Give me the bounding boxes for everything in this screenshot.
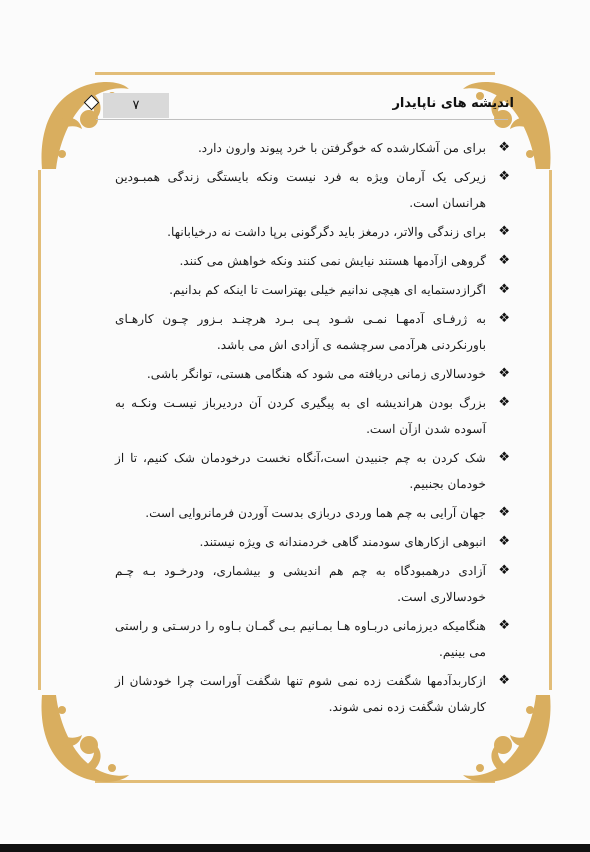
list-item — [115, 529, 510, 555]
frame-top-line — [95, 72, 495, 75]
aphorism-list — [115, 135, 510, 723]
header-divider — [96, 119, 508, 120]
list-item — [115, 135, 510, 161]
page-title: اندیشه های ناپایدار — [392, 96, 514, 111]
diamond-bullet-icon: ❖ — [498, 450, 510, 465]
list-item-text: برای زندگی والاتر، درمغز باید دگرگونی برپا داشت نه درخیابانها. — [167, 225, 486, 239]
list-item — [115, 500, 510, 526]
frame-bottom-line — [95, 780, 495, 783]
list-item-text: به ژرفـای آدمهـا نمـی شـود پـی بـرد هرچنـد بـزور چـون کارهـای باورنکردنی هرآدمی سرچشمه ی آزادی اش می باشد. — [115, 312, 486, 352]
list-item — [115, 445, 510, 497]
list-item-text: آزادی درهمبودگاه به چم هم اندیشی و بیشماری، ودرخـود بـه چـم خودسالاری است. — [115, 564, 486, 604]
frame-left-line — [38, 170, 41, 690]
frame-right-line — [549, 170, 552, 690]
list-item-text: هنگامیکه دیرزمانی دربـاوه هـا بمـانیم بـی گمـان بـاوه را درسـتی و راستی می بینیم. — [115, 619, 486, 659]
list-item — [115, 277, 510, 303]
bottom-bar — [0, 844, 590, 852]
list-item — [115, 613, 510, 665]
diamond-bullet-icon: ❖ — [498, 618, 510, 633]
list-item-text: اگرازدستمایه ای هیچی ندانیم خیلی بهتراست تا اینکه کم بدانیم. — [169, 283, 486, 297]
diamond-bullet-icon: ❖ — [498, 140, 510, 155]
page-number: ۷ — [103, 93, 169, 118]
list-item — [115, 558, 510, 610]
list-item — [115, 306, 510, 358]
diamond-bullet-icon: ❖ — [498, 395, 510, 410]
diamond-bullet-icon: ❖ — [498, 534, 510, 549]
list-item-text: گروهی ازآدمها هستند نیایش نمی کنند ونکه خواهش می کنند. — [179, 254, 486, 268]
diamond-bullet-icon: ❖ — [498, 282, 510, 297]
list-item-text: انبوهی ازکارهای سودمند گاهی خردمندانه ی ویژه نیستند. — [199, 535, 486, 549]
list-item-text: جهان آرایی به چم هما وردی دربازی بدست آوردن فرمانروایی است. — [145, 506, 486, 520]
list-item — [115, 390, 510, 442]
list-item-text: شک کردن به چم جنبیدن است،آنگاه نخست درخودمان شک کنیم، تا از خودمان بجنبیم. — [115, 451, 486, 491]
diamond-bullet-icon: ❖ — [498, 673, 510, 688]
list-item — [115, 248, 510, 274]
diamond-bullet-icon: ❖ — [498, 253, 510, 268]
diamond-bullet-icon: ❖ — [498, 224, 510, 239]
list-item-text: برای من آشکارشده که خوگرفتن با خرد پیوند وارون دارد. — [197, 141, 486, 155]
list-item — [115, 219, 510, 245]
diamond-bullet-icon: ❖ — [498, 563, 510, 578]
list-item — [115, 361, 510, 387]
diamond-bullet-icon: ❖ — [498, 505, 510, 520]
list-item-text: خودسالاری زمانی دریافته می شود که هنگامی هستی، توانگر باشی. — [146, 367, 486, 381]
diamond-bullet-icon: ❖ — [498, 169, 510, 184]
list-item-text: بزرگ بودن هراندیشه ای به پیگیری کردن آن دردیرباز نیسـت ونکـه به آسوده شدن ازآن است. — [115, 396, 486, 436]
list-item — [115, 668, 510, 720]
diamond-bullet-icon: ❖ — [498, 366, 510, 381]
diamond-bullet-icon: ❖ — [498, 311, 510, 326]
list-item — [115, 164, 510, 216]
list-item-text: زیرکی یک آرمان ویژه به فرد نیست ونکه بایستگی زندگی همبـودین هرانسان است. — [115, 170, 486, 210]
list-item-text: ازکاربدآدمها شگفت زده نمی شوم تنها شگفت آوراست چرا خودشان از کارشان شگفت زده نمی شوند. — [115, 674, 486, 714]
